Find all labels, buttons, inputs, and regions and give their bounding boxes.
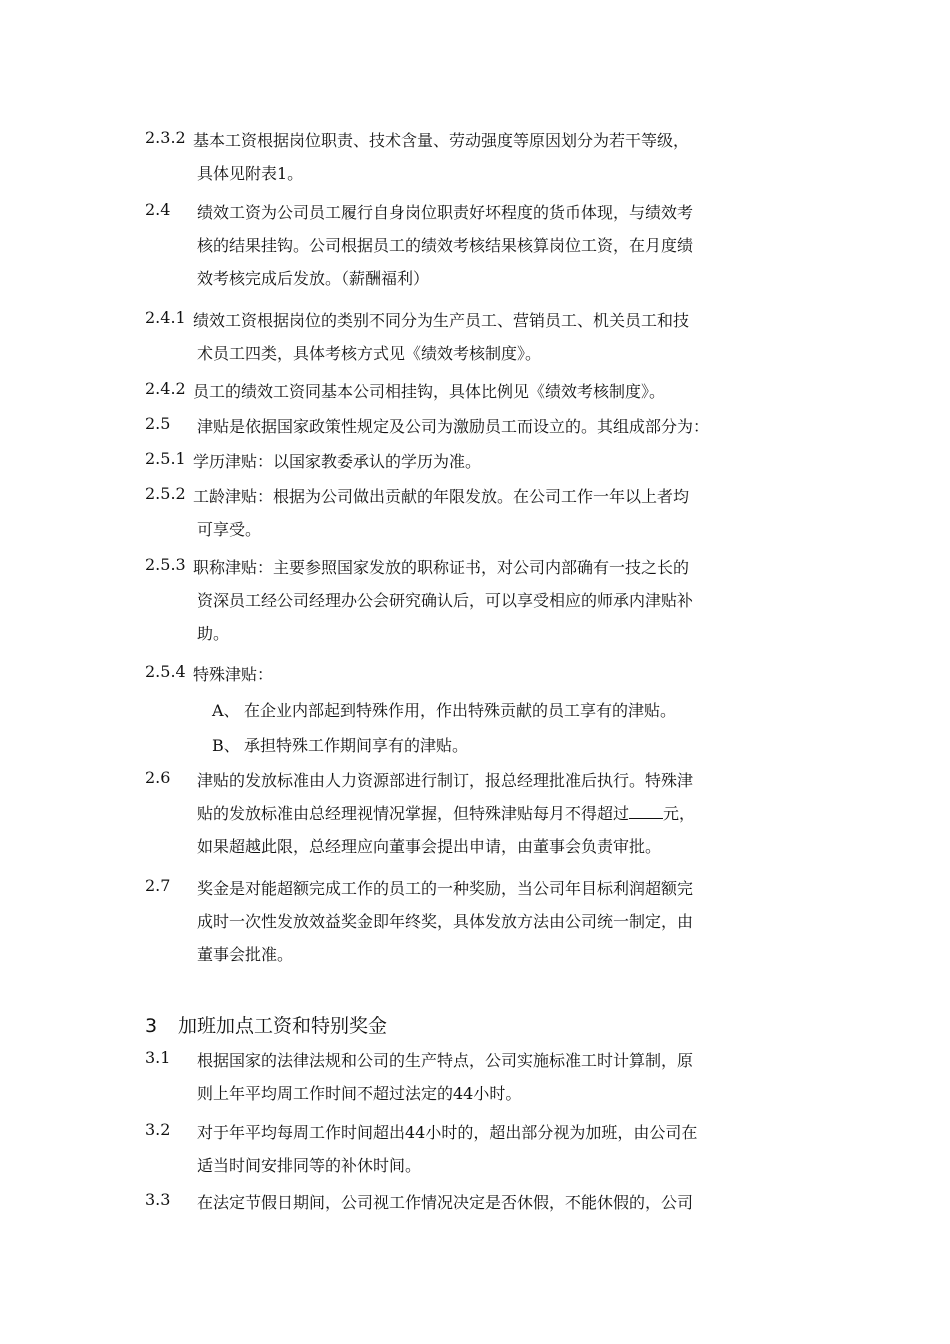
paragraph-line: 术员工四类，具体考核方式见《绩效考核制度》。 (197, 344, 542, 363)
paragraph-line: 成时一次性发放效益奖金即年终奖，具体发放方法由公司统一制定，由 (197, 912, 694, 931)
paragraph-line: 具体见附表1。 (197, 164, 304, 183)
special-item-b (212, 733, 468, 756)
paragraph-line: 资深员工经公司经理办公会研究确认后，可以享受相应的师承内津贴补 (197, 591, 694, 610)
paragraph-line: 对于年平均每周工作时间超出44小时的，超出部分视为加班，由公司在 (197, 1123, 698, 1142)
item-label: A、 (212, 701, 240, 720)
paragraph-line: 奖金是对能超额完成工作的员工的一种奖励，当公司年目标利润超额完 (197, 879, 694, 898)
paragraph-line: 学历津贴：以国家教委承认的学历为准。 (193, 452, 482, 471)
clause-number: 2.3.2 (145, 128, 186, 147)
paragraph-line: 津贴的发放标准由人力资源部进行制订，报总经理批准后执行。特殊津 (197, 771, 694, 790)
clause-number: 2.4 (145, 200, 171, 219)
paragraph-line: 效考核完成后发放。（薪酬福利） (197, 269, 430, 288)
paragraph-line: 特殊津贴： (193, 665, 274, 684)
clause-number: 2.4.1 (145, 308, 186, 327)
line-suffix: 元， (663, 804, 696, 823)
paragraph-line: 助。 (197, 624, 230, 643)
paragraph-line: 员工的绩效工资同基本公司相挂钩，具体比例见《绩效考核制度》。 (193, 382, 666, 401)
paragraph-line: 在法定节假日期间，公司视工作情况决定是否休假，不能休假的，公司 (197, 1193, 694, 1212)
paragraph-line: 适当时间安排同等的补休时间。 (197, 1156, 422, 1175)
clause-number: 2.6 (145, 768, 171, 787)
paragraph-line: 核的结果挂钩。公司根据员工的绩效考核结果核算岗位工资，在月度绩 (197, 236, 694, 255)
clause-number: 2.4.2 (145, 379, 186, 398)
clause-number: 3.2 (145, 1120, 171, 1139)
paragraph-line-with-blank (197, 801, 695, 824)
item-text: 在企业内部起到特殊作用，作出特殊贡献的员工享有的津贴。 (244, 701, 677, 720)
paragraph-line: 工龄津贴：根据为公司做出贡献的年限发放。在公司工作一年以上者均 (193, 487, 690, 506)
section-title: 加班加点工资和特别奖金 (178, 1015, 388, 1037)
clause-number: 3.3 (145, 1190, 171, 1209)
clause-number: 2.5.1 (145, 449, 186, 468)
clause-number: 2.5.3 (145, 555, 186, 574)
section-number: 3 (145, 1015, 158, 1037)
paragraph-line: 如果超越此限，总经理应向董事会提出申请，由董事会负责审批。 (197, 837, 662, 856)
paragraph-line: 根据国家的法律法规和公司的生产特点，公司实施标准工时计算制，原 (197, 1051, 694, 1070)
special-item-a (212, 698, 676, 721)
clause-number: 2.5.4 (145, 662, 186, 681)
clause-number: 2.5.2 (145, 484, 186, 503)
paragraph-line: 职称津贴：主要参照国家发放的职称证书，对公司内部确有一技之长的 (193, 558, 690, 577)
clause-number: 3.1 (145, 1048, 171, 1067)
item-label: B、 (212, 736, 240, 755)
fill-in-blank[interactable] (629, 804, 663, 819)
clause-number: 2.7 (145, 876, 171, 895)
paragraph-line: 董事会批准。 (197, 945, 294, 964)
paragraph-line: 基本工资根据岗位职责、技术含量、劳动强度等原因划分为若干等级， (193, 131, 690, 150)
paragraph-line: 绩效工资为公司员工履行自身岗位职责好坏程度的货币体现，与绩效考 (197, 203, 694, 222)
line-text: 贴的发放标准由总经理视情况掌握，但特殊津贴每月不得超过 (197, 804, 630, 823)
paragraph-line: 津贴是依据国家政策性规定及公司为激励员工而设立的。其组成部分为： (197, 417, 710, 436)
section-3-heading (145, 1011, 387, 1038)
paragraph-line: 则上年平均周工作时间不超过法定的44小时。 (197, 1084, 522, 1103)
clause-number: 2.5 (145, 414, 171, 433)
paragraph-line: 可享受。 (197, 520, 262, 539)
item-text: 承担特殊工作期间享有的津贴。 (244, 736, 469, 755)
paragraph-line: 绩效工资根据岗位的类别不同分为生产员工、营销员工、机关员工和技 (193, 311, 690, 330)
